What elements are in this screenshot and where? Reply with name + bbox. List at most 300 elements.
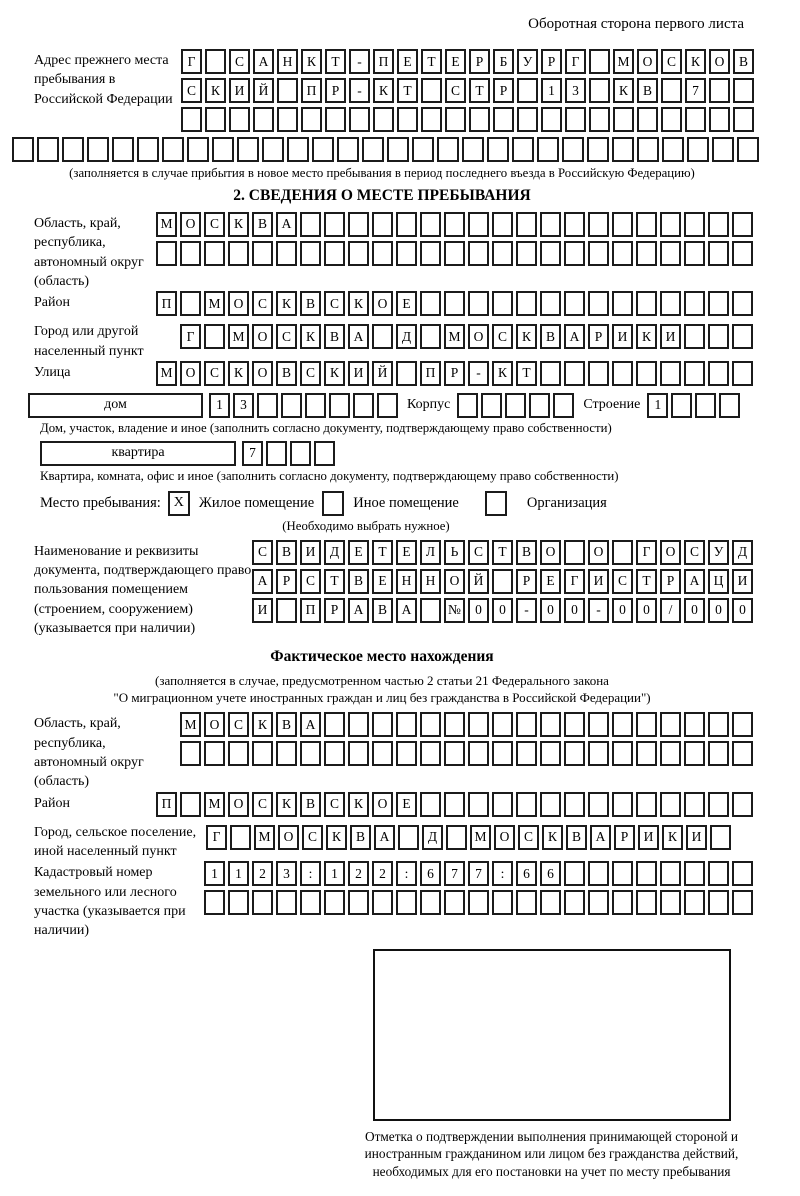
char-cell bbox=[613, 107, 634, 132]
char-cell bbox=[540, 361, 561, 386]
char-cell: Р bbox=[516, 569, 537, 594]
char-cell: А bbox=[253, 49, 274, 74]
char-cell bbox=[492, 890, 513, 915]
char-cell bbox=[468, 291, 489, 316]
oblast3-label: Область, край, республика, автономный округ (область) bbox=[34, 716, 144, 790]
char-cell bbox=[708, 712, 729, 737]
char-cell: Е bbox=[396, 792, 417, 817]
char-cell: 0 bbox=[684, 598, 705, 623]
char-cell: А bbox=[300, 712, 321, 737]
char-cell bbox=[708, 212, 729, 237]
oblast2-row-1 bbox=[156, 212, 753, 237]
char-cell bbox=[709, 107, 730, 132]
char-cell bbox=[205, 49, 226, 74]
char-cell: М bbox=[613, 49, 634, 74]
char-cell bbox=[662, 137, 684, 162]
char-cell bbox=[588, 361, 609, 386]
char-cell bbox=[512, 137, 534, 162]
char-cell bbox=[636, 212, 657, 237]
section3-title: Фактическое место нахождения bbox=[270, 648, 494, 666]
doc-label: Наименование и реквизиты документа, подтверждающего право пользования помещением (строением, сооружением) (указывается при наличии) bbox=[34, 543, 252, 637]
char-cell: : bbox=[492, 861, 513, 886]
char-cell: К bbox=[348, 792, 369, 817]
char-cell bbox=[252, 241, 273, 266]
stamp-section bbox=[344, 949, 759, 1181]
zhiloe-label: Жилое помещение bbox=[198, 494, 315, 511]
char-cell bbox=[660, 212, 681, 237]
char-cell bbox=[262, 137, 284, 162]
char-cell: С bbox=[324, 291, 345, 316]
char-cell bbox=[719, 393, 740, 418]
char-cell bbox=[708, 741, 729, 766]
char-cell: 0 bbox=[732, 598, 753, 623]
char-cell bbox=[710, 825, 731, 850]
char-cell: № bbox=[444, 598, 465, 623]
char-cell: Т bbox=[636, 569, 657, 594]
char-cell: В bbox=[276, 540, 297, 565]
char-cell: - bbox=[468, 361, 489, 386]
char-cell bbox=[636, 291, 657, 316]
char-cell: С bbox=[252, 540, 273, 565]
char-cell bbox=[684, 792, 705, 817]
char-cell bbox=[62, 137, 84, 162]
char-cell bbox=[204, 324, 225, 349]
kadastr-row-2 bbox=[204, 890, 753, 915]
char-cell bbox=[387, 137, 409, 162]
char-cell: Г bbox=[564, 569, 585, 594]
char-cell: А bbox=[252, 569, 273, 594]
char-cell bbox=[372, 241, 393, 266]
char-cell bbox=[444, 291, 465, 316]
char-cell: Р bbox=[660, 569, 681, 594]
char-cell bbox=[276, 598, 297, 623]
char-cell: В bbox=[348, 569, 369, 594]
char-cell: Т bbox=[372, 540, 393, 565]
char-cell bbox=[180, 291, 201, 316]
char-cell: О bbox=[180, 212, 201, 237]
char-cell: А bbox=[374, 825, 395, 850]
char-cell bbox=[187, 137, 209, 162]
char-cell: В bbox=[516, 540, 537, 565]
char-cell: В bbox=[540, 324, 561, 349]
char-cell bbox=[737, 137, 759, 162]
char-cell bbox=[636, 241, 657, 266]
mesto-label: Место пребывания: bbox=[40, 494, 161, 511]
char-cell: О bbox=[278, 825, 299, 850]
char-cell bbox=[492, 712, 513, 737]
char-cell: В bbox=[637, 78, 658, 103]
raion3-row bbox=[156, 792, 753, 817]
char-cell: К bbox=[613, 78, 634, 103]
char-cell: В bbox=[324, 324, 345, 349]
char-cell: Г bbox=[206, 825, 227, 850]
char-cell bbox=[437, 137, 459, 162]
char-cell: О bbox=[228, 792, 249, 817]
char-cell bbox=[564, 540, 585, 565]
doc-row-3 bbox=[252, 598, 753, 623]
char-cell: С bbox=[492, 324, 513, 349]
char-cell bbox=[612, 241, 633, 266]
char-cell bbox=[276, 890, 297, 915]
char-cell bbox=[732, 861, 753, 886]
char-cell bbox=[588, 861, 609, 886]
char-cell bbox=[156, 241, 177, 266]
char-cell: 7 bbox=[444, 861, 465, 886]
char-cell bbox=[637, 137, 659, 162]
char-cell bbox=[612, 712, 633, 737]
char-cell bbox=[372, 741, 393, 766]
char-cell bbox=[588, 241, 609, 266]
char-cell bbox=[229, 107, 250, 132]
char-cell: О bbox=[444, 569, 465, 594]
char-cell: О bbox=[252, 324, 273, 349]
dom-label-box: дом bbox=[28, 393, 203, 418]
char-cell: 7 bbox=[468, 861, 489, 886]
char-cell bbox=[276, 241, 297, 266]
char-cell: 2 bbox=[252, 861, 273, 886]
char-cell: И bbox=[229, 78, 250, 103]
char-cell bbox=[468, 212, 489, 237]
char-cell bbox=[228, 241, 249, 266]
char-cell bbox=[588, 712, 609, 737]
dom-note: Дом, участок, владение и иное (заполнить согласно документу, подтверждающему право собственности) bbox=[40, 420, 612, 435]
char-cell bbox=[708, 361, 729, 386]
char-cell: О bbox=[637, 49, 658, 74]
char-cell bbox=[396, 361, 417, 386]
char-cell: Р bbox=[276, 569, 297, 594]
char-cell: Т bbox=[469, 78, 490, 103]
char-cell bbox=[324, 241, 345, 266]
char-cell bbox=[732, 212, 753, 237]
char-cell bbox=[180, 792, 201, 817]
kadastr-rows bbox=[204, 861, 753, 919]
char-cell: П bbox=[301, 78, 322, 103]
char-cell bbox=[421, 107, 442, 132]
char-cell: М bbox=[204, 792, 225, 817]
char-cell bbox=[588, 792, 609, 817]
char-cell bbox=[492, 291, 513, 316]
char-cell bbox=[709, 78, 730, 103]
char-cell: В bbox=[276, 361, 297, 386]
char-cell: А bbox=[564, 324, 585, 349]
char-cell: В bbox=[566, 825, 587, 850]
char-cell: О bbox=[588, 540, 609, 565]
raion2-row bbox=[156, 291, 753, 316]
char-cell: Г bbox=[180, 324, 201, 349]
char-cell bbox=[348, 741, 369, 766]
char-cell: : bbox=[396, 861, 417, 886]
char-cell bbox=[636, 890, 657, 915]
char-cell: С bbox=[204, 212, 225, 237]
char-cell bbox=[636, 741, 657, 766]
char-cell: К bbox=[228, 212, 249, 237]
char-cell: Ц bbox=[708, 569, 729, 594]
char-cell bbox=[180, 241, 201, 266]
char-cell: К bbox=[636, 324, 657, 349]
char-cell: К bbox=[205, 78, 226, 103]
char-cell bbox=[564, 890, 585, 915]
char-cell bbox=[87, 137, 109, 162]
char-cell: 1 bbox=[209, 393, 230, 418]
char-cell bbox=[684, 712, 705, 737]
char-cell bbox=[396, 890, 417, 915]
oblast3-row-2 bbox=[180, 741, 753, 766]
char-cell: Г bbox=[181, 49, 202, 74]
char-cell: С bbox=[252, 792, 273, 817]
char-cell bbox=[468, 241, 489, 266]
char-cell: Е bbox=[445, 49, 466, 74]
char-cell bbox=[612, 792, 633, 817]
char-cell: И bbox=[252, 598, 273, 623]
char-cell bbox=[492, 741, 513, 766]
char-cell: О bbox=[204, 712, 225, 737]
char-cell bbox=[612, 212, 633, 237]
char-cell bbox=[396, 712, 417, 737]
char-cell bbox=[204, 741, 225, 766]
char-cell: К bbox=[348, 291, 369, 316]
char-cell bbox=[732, 890, 753, 915]
char-cell: В bbox=[733, 49, 754, 74]
char-cell bbox=[420, 324, 441, 349]
page-side-note: Оборотная сторона первого листа bbox=[528, 16, 744, 32]
char-cell bbox=[444, 890, 465, 915]
char-cell bbox=[487, 137, 509, 162]
prev-address-row-1 bbox=[181, 49, 754, 74]
char-cell bbox=[708, 792, 729, 817]
raion2-block bbox=[6, 291, 758, 320]
char-cell: 7 bbox=[685, 78, 706, 103]
char-cell bbox=[564, 212, 585, 237]
char-cell: П bbox=[156, 792, 177, 817]
char-cell: 1 bbox=[647, 393, 668, 418]
char-cell: Н bbox=[420, 569, 441, 594]
stamp-note: Отметка о подтверждении выполнения принимающей стороной и иностранным гражданином или лицом без гражданства действий, необходимых для его постановки на учет по месту пребывания bbox=[364, 1128, 739, 1179]
char-cell bbox=[277, 78, 298, 103]
char-cell bbox=[564, 291, 585, 316]
doc-block bbox=[6, 540, 758, 639]
char-cell bbox=[564, 861, 585, 886]
char-cell bbox=[396, 212, 417, 237]
char-cell: М bbox=[156, 361, 177, 386]
char-cell bbox=[412, 137, 434, 162]
char-cell bbox=[287, 137, 309, 162]
mesto-note: (Необходимо выбрать нужное) bbox=[282, 518, 450, 533]
ulitsa-row bbox=[156, 361, 753, 386]
char-cell: 0 bbox=[540, 598, 561, 623]
char-cell bbox=[329, 393, 350, 418]
char-cell bbox=[237, 137, 259, 162]
char-cell: Р bbox=[588, 324, 609, 349]
char-cell bbox=[660, 792, 681, 817]
char-cell bbox=[212, 137, 234, 162]
char-cell: К bbox=[373, 78, 394, 103]
kadastr-row-1 bbox=[204, 861, 753, 886]
char-cell: С bbox=[252, 291, 273, 316]
char-cell: 0 bbox=[468, 598, 489, 623]
char-cell bbox=[37, 137, 59, 162]
char-cell: К bbox=[492, 361, 513, 386]
char-cell bbox=[684, 241, 705, 266]
gorod3-label: Город, сельское поселение, иной населенный пункт bbox=[34, 824, 197, 859]
char-cell bbox=[337, 137, 359, 162]
char-cell: И bbox=[612, 324, 633, 349]
char-cell: Ь bbox=[444, 540, 465, 565]
char-cell: Д bbox=[324, 540, 345, 565]
char-cell bbox=[257, 393, 278, 418]
char-cell: 2 bbox=[348, 861, 369, 886]
char-cell: И bbox=[732, 569, 753, 594]
char-cell bbox=[612, 741, 633, 766]
char-cell: П bbox=[300, 598, 321, 623]
char-cell bbox=[420, 792, 441, 817]
char-cell bbox=[468, 712, 489, 737]
char-cell: Т bbox=[492, 540, 513, 565]
char-cell bbox=[708, 861, 729, 886]
char-cell bbox=[529, 393, 550, 418]
prev-address-row-2 bbox=[181, 78, 754, 103]
raion3-block bbox=[6, 792, 758, 821]
char-cell: У bbox=[708, 540, 729, 565]
char-cell bbox=[684, 741, 705, 766]
ulitsa-label: Улица bbox=[34, 364, 71, 380]
char-cell bbox=[684, 361, 705, 386]
char-cell bbox=[312, 137, 334, 162]
char-cell bbox=[362, 137, 384, 162]
char-cell bbox=[612, 361, 633, 386]
char-cell bbox=[732, 361, 753, 386]
char-cell bbox=[353, 393, 374, 418]
char-cell: С bbox=[228, 712, 249, 737]
char-cell bbox=[372, 212, 393, 237]
char-cell: С bbox=[300, 361, 321, 386]
char-cell: 6 bbox=[540, 861, 561, 886]
char-cell: 6 bbox=[420, 861, 441, 886]
checkbox-inoe bbox=[322, 491, 344, 516]
char-cell bbox=[314, 441, 335, 466]
char-cell bbox=[372, 324, 393, 349]
char-cell bbox=[252, 890, 273, 915]
char-cell: М bbox=[470, 825, 491, 850]
kadastr-block bbox=[6, 861, 758, 940]
char-cell bbox=[684, 890, 705, 915]
char-cell bbox=[540, 291, 561, 316]
oblast3-row-1 bbox=[180, 712, 753, 737]
char-cell: С bbox=[612, 569, 633, 594]
char-cell bbox=[492, 212, 513, 237]
char-cell: Е bbox=[372, 569, 393, 594]
char-cell bbox=[687, 137, 709, 162]
char-cell bbox=[444, 241, 465, 266]
char-cell: Р bbox=[444, 361, 465, 386]
char-cell bbox=[277, 107, 298, 132]
char-cell: К bbox=[276, 291, 297, 316]
char-cell bbox=[660, 861, 681, 886]
char-cell: М bbox=[180, 712, 201, 737]
char-cell: Д bbox=[396, 324, 417, 349]
char-cell bbox=[588, 212, 609, 237]
char-cell: К bbox=[685, 49, 706, 74]
char-cell bbox=[661, 78, 682, 103]
char-cell: О bbox=[372, 792, 393, 817]
char-cell bbox=[468, 890, 489, 915]
char-cell: В bbox=[300, 792, 321, 817]
char-cell: С bbox=[324, 792, 345, 817]
dom-row bbox=[28, 393, 758, 418]
section3-subtitle-2: "О миграционном учете иностранных граждан и лиц без гражданства в Российской Федерации") bbox=[113, 690, 651, 706]
inoe-label: Иное помещение bbox=[353, 494, 459, 511]
char-cell: Р bbox=[614, 825, 635, 850]
prev-address-block bbox=[6, 49, 758, 136]
char-cell: П bbox=[420, 361, 441, 386]
char-cell bbox=[516, 241, 537, 266]
char-cell: О bbox=[180, 361, 201, 386]
char-cell: Н bbox=[277, 49, 298, 74]
char-cell: Р bbox=[325, 78, 346, 103]
char-cell bbox=[564, 361, 585, 386]
raion2-label: Район bbox=[34, 295, 70, 311]
char-cell bbox=[324, 890, 345, 915]
char-cell: 3 bbox=[565, 78, 586, 103]
char-cell bbox=[446, 825, 467, 850]
gorod2-block bbox=[6, 320, 758, 361]
char-cell: 3 bbox=[276, 861, 297, 886]
char-cell bbox=[733, 107, 754, 132]
char-cell bbox=[660, 890, 681, 915]
char-cell bbox=[553, 393, 574, 418]
oblast3-rows bbox=[180, 712, 753, 770]
char-cell bbox=[712, 137, 734, 162]
char-cell: К bbox=[301, 49, 322, 74]
char-cell bbox=[266, 441, 287, 466]
char-cell bbox=[396, 741, 417, 766]
char-cell bbox=[587, 137, 609, 162]
char-cell bbox=[444, 212, 465, 237]
char-cell: Е bbox=[348, 540, 369, 565]
char-cell: О bbox=[468, 324, 489, 349]
char-cell bbox=[516, 291, 537, 316]
char-cell bbox=[589, 78, 610, 103]
char-cell: Й bbox=[253, 78, 274, 103]
gorod2-row bbox=[180, 324, 753, 349]
char-cell: В bbox=[372, 598, 393, 623]
prev-address-row-4 bbox=[12, 137, 758, 162]
char-cell bbox=[348, 890, 369, 915]
char-cell bbox=[444, 741, 465, 766]
prev-address-note: (заполняется в случае прибытия в новое место пребывания в период последнего въезда в Российскую Федерацию) bbox=[69, 166, 695, 180]
char-cell: У bbox=[517, 49, 538, 74]
char-cell bbox=[588, 890, 609, 915]
char-cell bbox=[660, 241, 681, 266]
char-cell: А bbox=[348, 598, 369, 623]
char-cell bbox=[732, 291, 753, 316]
char-cell bbox=[517, 107, 538, 132]
stamp-area bbox=[373, 949, 731, 1121]
char-cell bbox=[708, 241, 729, 266]
char-cell: 1 bbox=[324, 861, 345, 886]
char-cell bbox=[348, 712, 369, 737]
char-cell bbox=[637, 107, 658, 132]
char-cell bbox=[636, 361, 657, 386]
prev-address-rows bbox=[181, 49, 754, 136]
char-cell: А bbox=[684, 569, 705, 594]
char-cell: С bbox=[302, 825, 323, 850]
char-cell bbox=[300, 212, 321, 237]
char-cell: С bbox=[181, 78, 202, 103]
char-cell: И bbox=[348, 361, 369, 386]
char-cell bbox=[325, 107, 346, 132]
char-cell bbox=[420, 291, 441, 316]
char-cell: К bbox=[276, 792, 297, 817]
